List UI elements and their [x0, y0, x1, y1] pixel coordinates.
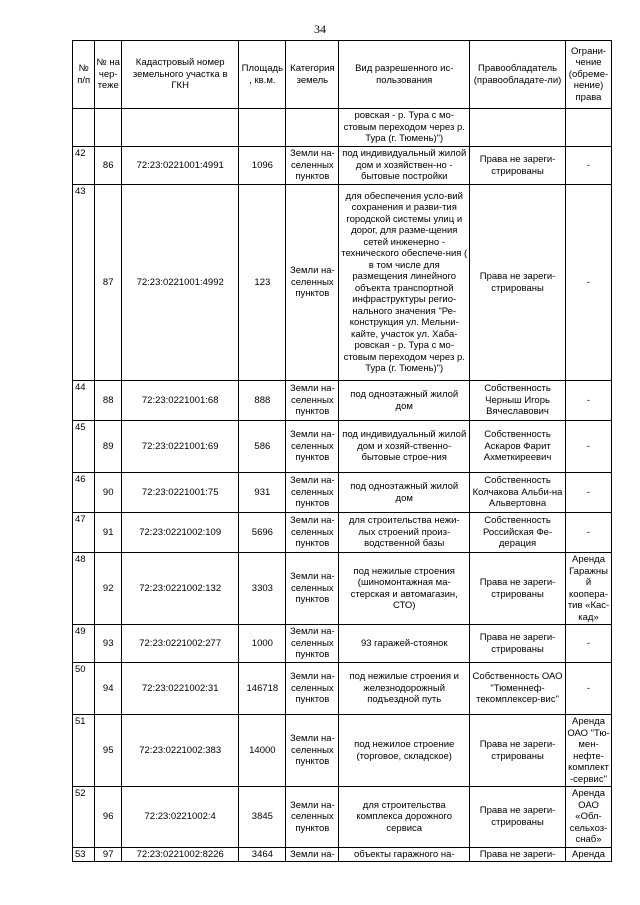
cell-drawing: 86	[95, 147, 122, 185]
cell-drawing	[95, 109, 122, 147]
cell-cadastral: 72:23:0221002:277	[121, 625, 238, 663]
cell-restriction: Аренда	[566, 847, 612, 862]
header-drawing: № на чер-теже	[95, 41, 122, 109]
cell-num: 50	[73, 663, 95, 715]
header-cadastral: Кадастровый номер земельного участка в ГКН	[121, 41, 238, 109]
continuation-row	[73, 109, 612, 147]
cell-cadastral: 72:23:0221002:31	[121, 663, 238, 715]
cell-owner: Собственность Российская Фе-дерация	[470, 513, 566, 553]
cell-category	[286, 109, 339, 147]
table-row	[73, 147, 612, 185]
cell-num: 47	[73, 513, 95, 553]
cell-use: под одноэтажный жилой дом	[339, 473, 470, 513]
table-row	[73, 513, 612, 553]
cell-owner: Собственность Колчакова Альби-на Альвертовна	[470, 473, 566, 513]
cell-use: объекты гаражного на-	[339, 847, 470, 862]
cell-drawing: 87	[95, 185, 122, 381]
cell-area: 3303	[239, 553, 286, 625]
cell-num: 53	[73, 847, 95, 862]
cell-cadastral: 72:23:0221002:4	[121, 787, 238, 848]
header-category: Категория земель	[286, 41, 339, 109]
land-plots-table	[72, 40, 612, 862]
cell-area: 888	[239, 381, 286, 421]
cell-use: под нежилые строения и железнодорожный подъездной путь	[339, 663, 470, 715]
header-owner: Правообладатель (правообладате-ли)	[470, 41, 566, 109]
cell-owner: Собственность Черныш Игорь Вячеславович	[470, 381, 566, 421]
cell-cadastral: 72:23:0221001:68	[121, 381, 238, 421]
cell-restriction: -	[566, 513, 612, 553]
cell-owner: Права не зареги-стрированы	[470, 625, 566, 663]
table-header-row	[73, 41, 612, 109]
cell-use: для обеспечения усло-вий сохранения и разви-тия городской системы улиц и дорог, для разме-щения сетей инженерно - технического обеспече-ния ( в том числе для размещения линейного объекта транспортной инфраструктуры регио-нального значения "Ре-конструкция ул. Мельни-кайте, участок ул. Хаба-ровская - р. Тура с мо-стовым переходом через р. Тура (г. Тюмень)")	[339, 185, 470, 381]
cell-area: 1000	[239, 625, 286, 663]
table-row	[73, 553, 612, 625]
table-row	[73, 421, 612, 473]
cell-drawing: 92	[95, 553, 122, 625]
cell-use: под одноэтажный жилой дом	[339, 381, 470, 421]
cell-use: под нежилые строения (шиномонтажная ма-стерская и автомагазин, СТО)	[339, 553, 470, 625]
cell-category: Земли на-селенных пунктов	[286, 787, 339, 848]
cell-cadastral: 72:23:0221001:75	[121, 473, 238, 513]
cell-restriction: -	[566, 185, 612, 381]
cell-area: 931	[239, 473, 286, 513]
cell-owner	[470, 109, 566, 147]
cell-num: 49	[73, 625, 95, 663]
cell-cadastral	[121, 109, 238, 147]
header-area: Площадь, кв.м.	[239, 41, 286, 109]
cell-num: 44	[73, 381, 95, 421]
cell-restriction: -	[566, 663, 612, 715]
cell-restriction: Аренда ОАО «Обл-сельхоз-снаб»	[566, 787, 612, 848]
cell-restriction: -	[566, 147, 612, 185]
cell-category: Земли на-селенных пунктов	[286, 473, 339, 513]
cell-use: для строительства нежи-лых строений произ-водственной базы	[339, 513, 470, 553]
cell-category: Земли на-селенных пунктов	[286, 513, 339, 553]
cell-drawing: 90	[95, 473, 122, 513]
cell-owner: Права не зареги-стрированы	[470, 553, 566, 625]
cell-drawing: 96	[95, 787, 122, 848]
table-row	[73, 787, 612, 848]
cell-owner: Права не зареги-стрированы	[470, 147, 566, 185]
header-restriction: Ограни-чение (обреме-нение) права	[566, 41, 612, 109]
cell-cadastral: 72:23:0221002:109	[121, 513, 238, 553]
header-num: № п/п	[73, 41, 95, 109]
header-use: Вид разрешенного ис-пользования	[339, 41, 470, 109]
cell-area: 586	[239, 421, 286, 473]
cell-restriction: -	[566, 381, 612, 421]
cell-num: 45	[73, 421, 95, 473]
cell-use: под индивидуальный жилой дом и хозяйствен-но - бытовые постройки	[339, 147, 470, 185]
cell-area: 3845	[239, 787, 286, 848]
cell-cadastral: 72:23:0221002:132	[121, 553, 238, 625]
cell-drawing: 94	[95, 663, 122, 715]
cell-owner: Собственность Аскаров Фарит Ахметкиреевич	[470, 421, 566, 473]
cell-num: 43	[73, 185, 95, 381]
cell-category: Земли на-селенных пунктов	[286, 715, 339, 787]
cell-cadastral: 72:23:0221001:4991	[121, 147, 238, 185]
cell-category: Земли на-селенных пунктов	[286, 663, 339, 715]
cell-owner: Права не зареги-стрированы	[470, 185, 566, 381]
cell-cadastral: 72:23:0221002:8226	[121, 847, 238, 862]
cell-cadastral: 72:23:0221002:383	[121, 715, 238, 787]
cell-category: Земли на-селенных пунктов	[286, 625, 339, 663]
cell-use: для строительства комплекса дорожного сервиса	[339, 787, 470, 848]
table-row	[73, 381, 612, 421]
cell-drawing: 91	[95, 513, 122, 553]
page-number: 34	[314, 22, 326, 36]
cell-area: 3464	[239, 847, 286, 862]
table-row	[73, 715, 612, 787]
cell-cadastral: 72:23:0221001:69	[121, 421, 238, 473]
cell-restriction: -	[566, 473, 612, 513]
cell-num: 52	[73, 787, 95, 848]
cell-num	[73, 109, 95, 147]
cell-drawing: 95	[95, 715, 122, 787]
cell-area	[239, 109, 286, 147]
cell-restriction: Аренда Гаражный коопера-тив «Кас-кад»	[566, 553, 612, 625]
cell-area: 1096	[239, 147, 286, 185]
cell-owner: Права не зареги-	[470, 847, 566, 862]
cell-restriction: Аренда ОАО "Тю-мен-нефте-комплект-сервис"	[567, 716, 610, 785]
table-row	[73, 625, 612, 663]
cell-drawing: 89	[95, 421, 122, 473]
cell-category: Земли на-селенных пунктов	[286, 553, 339, 625]
cell-category: Земли на-селенных пунктов	[286, 381, 339, 421]
cell-drawing: 88	[95, 381, 122, 421]
cell-restriction	[566, 109, 612, 147]
cell-use: 93 гаражей-стоянок	[339, 625, 470, 663]
cell-use: ровская - р. Тура с мо-стовым переходом через р. Тура (г. Тюмень)")	[339, 109, 470, 147]
cell-cadastral: 72:23:0221001:4992	[121, 185, 238, 381]
table-row	[73, 847, 612, 862]
cell-owner: Собственность ОАО "Тюменнеф-текомплексер-вис"	[470, 663, 566, 715]
cell-owner: Права не зареги-стрированы	[470, 787, 566, 848]
cell-restriction: -	[566, 625, 612, 663]
cell-num: 51	[73, 715, 95, 787]
cell-area: 146718	[239, 663, 286, 715]
cell-category: Земли на-селенных пунктов	[286, 147, 339, 185]
cell-area: 123	[239, 185, 286, 381]
cell-use: под индивидуальный жилой дом и хозяй-ственно-бытовые строе-ния	[339, 421, 470, 473]
cell-num: 48	[73, 553, 95, 625]
table-row	[73, 473, 612, 513]
cell-area: 5696	[239, 513, 286, 553]
cell-owner: Права не зареги-стрированы	[470, 715, 566, 787]
cell-area: 14000	[239, 715, 286, 787]
cell-drawing: 97	[95, 847, 122, 862]
table-row	[73, 663, 612, 715]
cell-drawing: 93	[95, 625, 122, 663]
cell-num: 46	[73, 473, 95, 513]
cell-use: под нежилое строение (торговое, складское)	[339, 715, 470, 787]
cell-restriction: -	[566, 421, 612, 473]
cell-category: Земли на-селенных пунктов	[286, 185, 339, 381]
cell-category: Земли на-	[286, 847, 339, 862]
cell-num: 42	[73, 147, 95, 185]
table-row	[73, 185, 612, 381]
cell-category: Земли на-селенных пунктов	[286, 421, 339, 473]
